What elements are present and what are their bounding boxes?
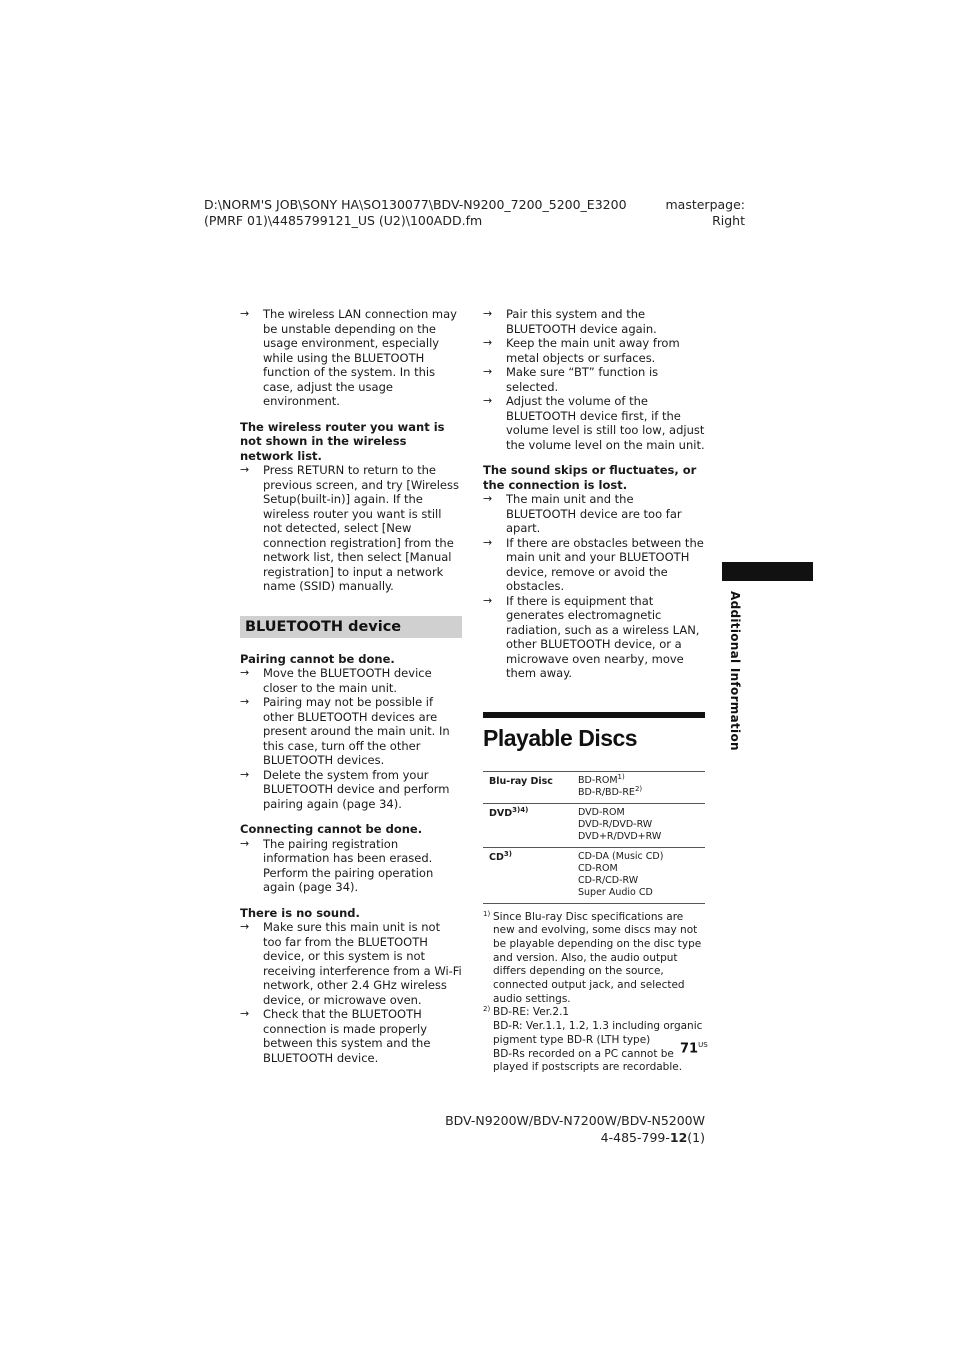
arrow-icon: → (483, 307, 493, 320)
disc-types-cell (573, 847, 705, 903)
disc-format-cell (483, 771, 573, 803)
footnote-line: BD-RE: Ver.2.1 (493, 1006, 570, 1019)
footnote-ref: 3) (503, 849, 512, 858)
arrow-icon: → (483, 336, 493, 349)
footnote-ref: 3)4) (512, 805, 529, 814)
disc-type: CD-ROM (578, 862, 618, 874)
footnote-1 (483, 911, 705, 1007)
table-row-dvd (483, 803, 705, 847)
masterpage-label: masterpage: (665, 197, 745, 212)
issue-pairing (240, 652, 462, 812)
solution-list (240, 920, 462, 1065)
disc-types-cell (573, 771, 705, 803)
section-title-playable-discs: Playable Discs (483, 724, 638, 751)
solution-text: Move the BLUETOOTH device closer to the main unit. (263, 666, 432, 695)
solution-item (240, 920, 462, 1007)
file-path-header (204, 197, 627, 229)
solution-list (240, 837, 462, 895)
arrow-icon: → (240, 463, 250, 476)
solution-text: Pairing may not be possible if other BLUETOOTH devices are present around the main unit. In this case, turn off the other BLUETOOTH devices. (263, 695, 450, 767)
model-footer (440, 1113, 705, 1146)
solution-item (240, 695, 462, 768)
solution-text: If there is equipment that generates electromagnetic radiation, such as a wireless LAN, other BLUETOOTH device, or a microwave oven nearby, move them away. (506, 593, 700, 680)
arrow-icon: → (483, 365, 493, 378)
solution-item (240, 666, 462, 695)
disc-type: CD-DA (Music CD) (578, 850, 664, 862)
solution-text: If there are obstacles between the main unit and your BLUETOOTH device, remove or avoid the obstacles. (506, 535, 704, 593)
table-row-cd (483, 847, 705, 903)
solution-item (483, 492, 705, 536)
issue-no-sound (240, 906, 462, 1066)
solution-text: The wireless LAN connection may be unstable depending on the usage environment, especially while using the BLUETOOTH function of the system. In this case, adjust the usage environment. (263, 307, 457, 408)
document-code: 4-485-799-12(1) (600, 1129, 705, 1145)
footnote-line: BD-Rs recorded on a PC cannot be played if postscripts are recordable. (493, 1047, 683, 1074)
issue-title: Pairing cannot be done. (240, 651, 395, 666)
right-column (483, 307, 705, 1075)
solution-item (483, 365, 705, 394)
footnote-2 (483, 1006, 705, 1075)
arrow-icon: → (240, 695, 250, 708)
page-number-suffix: US (698, 1041, 708, 1049)
footnote-ref: 1) (617, 772, 625, 781)
issue-wireless-router (240, 420, 462, 594)
section-tab-marker (722, 562, 813, 581)
solution-list (240, 307, 462, 409)
section-heading-bluetooth: BLUETOOTH device (240, 616, 462, 638)
solution-item (483, 594, 705, 681)
disc-type: Super Audio CD (578, 886, 653, 898)
issue-title: The wireless router you want is not shown in the wireless network list. (240, 419, 445, 463)
arrow-icon: → (240, 1007, 250, 1020)
file-path-line1: D:\NORM'S JOB\SONY HA\SO130077\BDV-N9200_7200_5200_E3200 (204, 197, 627, 212)
playable-discs-table (483, 771, 705, 904)
solution-item (240, 1007, 462, 1065)
solution-text: Keep the main unit away from metal objects or surfaces. (506, 336, 680, 365)
issue-title: The sound skips or fluctuates, or the connection is lost. (483, 463, 697, 492)
page-number (680, 1041, 708, 1056)
disc-format-cell (483, 847, 573, 903)
solution-item (240, 463, 462, 594)
masterpage-value: Right (712, 213, 745, 228)
disc-type: DVD-ROM (578, 806, 625, 818)
solution-list (483, 492, 705, 681)
solution-item (240, 837, 462, 895)
solution-item (483, 394, 705, 452)
arrow-icon: → (483, 535, 493, 549)
solution-item (483, 536, 705, 594)
footnote-mark: 1) (483, 909, 491, 918)
solution-text: Make sure “BT” function is selected. (506, 365, 659, 394)
page-number-value: 71 (680, 1041, 699, 1057)
table-row-bluray (483, 771, 705, 803)
issue-no-sound-continued (483, 307, 705, 452)
side-section-label-text: Additional Information (728, 591, 742, 751)
arrow-icon: → (483, 593, 493, 607)
solution-text: Pair this system and the BLUETOOTH device again. (506, 307, 657, 336)
footnote-mark: 2) (483, 1005, 491, 1014)
solution-text: Adjust the volume of the BLUETOOTH device first, if the volume level is still too low, adjust the volume level on the main unit. (506, 394, 705, 452)
arrow-icon: → (240, 767, 250, 781)
file-path-line2: (PMRF 01)\4485799121_US (U2)\100ADD.fm (204, 213, 483, 228)
disc-format: DVD (489, 807, 513, 819)
playable-discs-section (483, 712, 705, 1075)
model-names: BDV-N9200W/BDV-N7200W/BDV-N5200W (445, 1113, 705, 1128)
solution-text: Press RETURN to return to the previous screen, and try [Wireless Setup(built-in)] again. If the wireless router you want is still not detected, select [New connection registration] from the network list, then select [Manual registration] to input a network name (SSID) manually. (263, 463, 459, 593)
solution-list (483, 307, 705, 452)
left-column (240, 307, 462, 1065)
disc-type: BD-R/BD-RE$^{2)}$ (578, 784, 643, 798)
disc-format-cell (483, 803, 573, 847)
issue-wireless-unstable (240, 307, 462, 409)
disc-type: DVD-R/DVD-RW (578, 818, 653, 830)
solution-list (240, 666, 462, 811)
footnote-text: Since Blu-ray Disc specifications are new and evolving, some discs may not be playable depending on the disc type and version. Also, the audio output differs depending on the source, connected output jack, and selected audio settings. (493, 910, 702, 1005)
arrow-icon: → (240, 666, 250, 679)
disc-type: DVD+R/DVD+RW (578, 830, 662, 842)
issue-title: There is no sound. (240, 905, 360, 920)
arrow-icon: → (483, 394, 493, 407)
disc-format: CD (489, 851, 504, 863)
side-section-label (726, 591, 746, 751)
solution-list (240, 463, 462, 594)
issue-connecting (240, 822, 462, 895)
solution-text: The main unit and the BLUETOOTH device are too far apart. (506, 492, 682, 535)
arrow-icon: → (240, 307, 250, 320)
issue-title: Connecting cannot be done. (240, 822, 423, 836)
footnote-line: BD-R: Ver.1.1, 1.2, 1.3 including organic pigment type BD-R (LTH type) (493, 1020, 703, 1046)
masterpage-header (640, 197, 745, 229)
solution-item (483, 307, 705, 336)
solution-item (483, 336, 705, 365)
solution-item (240, 307, 462, 409)
footnotes (483, 911, 705, 1075)
disc-format: Blu-ray Disc (489, 775, 553, 787)
disc-types-cell (573, 803, 705, 847)
footnote-ref: 2) (634, 784, 643, 793)
arrow-icon: → (483, 492, 493, 505)
solution-text: The pairing registration information has been erased. Perform the pairing operation again (page 34). (263, 836, 434, 894)
solution-text: Check that the BLUETOOTH connection is made properly between this system and the BLUETOOTH device. (263, 1007, 431, 1065)
solution-item (240, 768, 462, 812)
disc-type: BD-ROM$^{1)}$ (578, 772, 625, 786)
solution-text: Delete the system from your BLUETOOTH device and perform pairing again (page 34). (263, 767, 450, 811)
disc-type: CD-R/CD-RW (578, 874, 639, 886)
solution-text: Make sure this main unit is not too far from the BLUETOOTH device, or this system is not receiving interference from a Wi-Fi network, other 2.4 GHz wireless device, or microwave oven. (263, 920, 462, 1007)
issue-sound-skips (483, 463, 705, 681)
arrow-icon: → (240, 920, 250, 933)
arrow-icon: → (240, 836, 250, 850)
